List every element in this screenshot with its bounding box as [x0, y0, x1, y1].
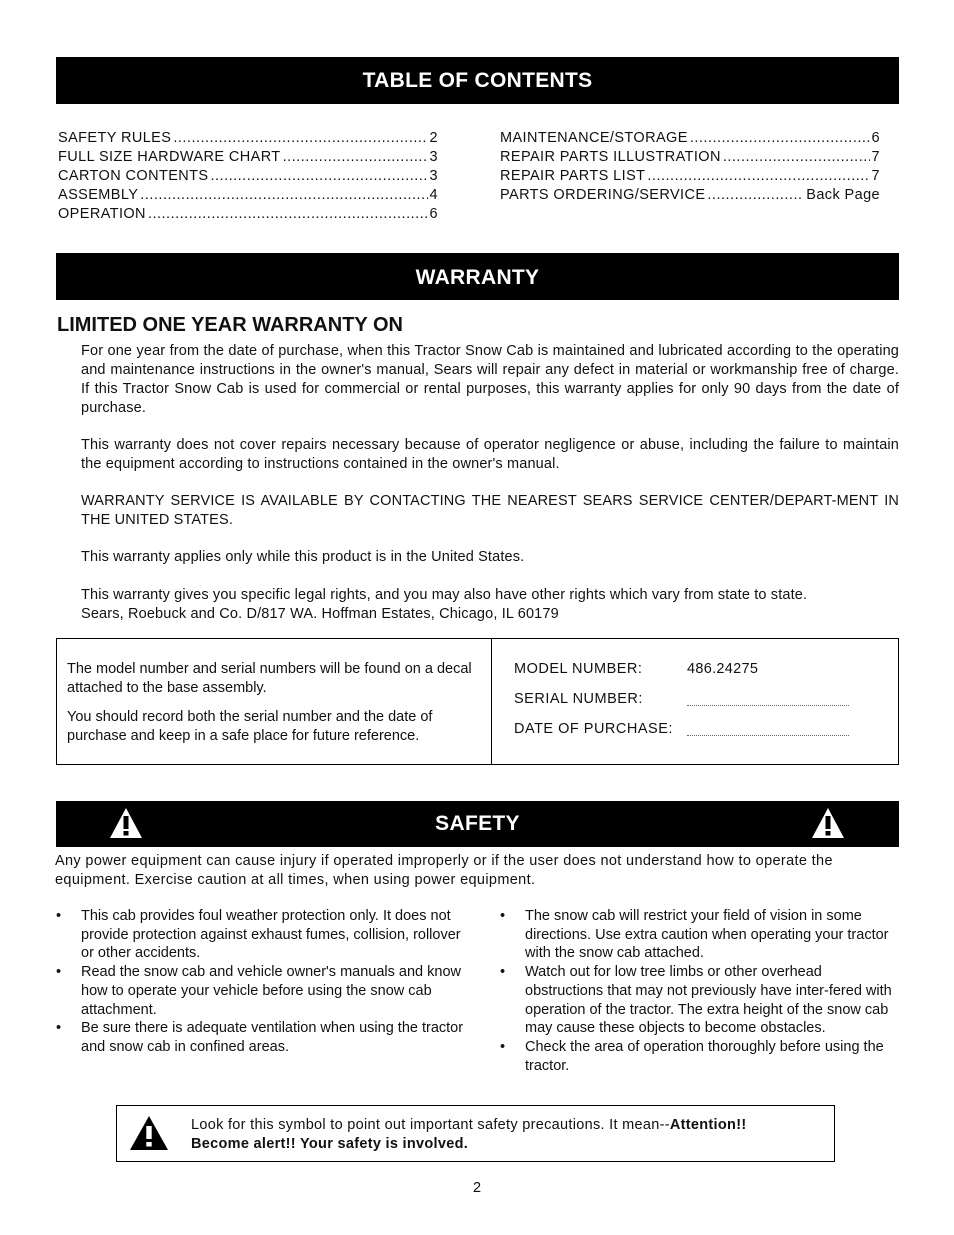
toc-entry-label: MAINTENANCE/STORAGE	[500, 130, 688, 146]
toc-entry-label: FULL SIZE HARDWARE CHART	[58, 149, 281, 165]
toc-leader-dots	[210, 167, 427, 186]
date-of-purchase-blank[interactable]	[687, 735, 849, 736]
model-number-value: 486.24275	[687, 661, 759, 677]
model-number-field	[514, 661, 759, 677]
warranty-paragraph-3: WARRANTY SERVICE IS AVAILABLE BY CONTACTING THE NEAREST SEARS SERVICE CENTER/DEPART-MENT IN THE UNITED STATES.	[81, 493, 899, 528]
toc-entry-page: 7	[871, 168, 880, 184]
list-item: • Be sure there is adequate ventilation when using the tractor and snow cab in confined areas.	[56, 1019, 466, 1056]
toc-entry-page: 6	[871, 130, 880, 146]
safety-header-bar	[56, 801, 899, 847]
toc-entry-page: 3	[429, 168, 438, 184]
toc-entry-label: PARTS ORDERING/SERVICE	[500, 187, 706, 203]
toc-entry-label: SAFETY RULES	[58, 130, 172, 146]
record-note-location: The model number and serial numbers will be found on a decal attached to the base assembly.	[67, 661, 472, 696]
warranty-legal-rights: This warranty gives you specific legal rights, and you may also have other rights which vary from state to state.	[81, 587, 808, 603]
toc-header-bar	[56, 57, 899, 104]
toc-entry[interactable]	[58, 167, 438, 186]
warranty-heading: LIMITED ONE YEAR WARRANTY ON	[57, 314, 403, 336]
serial-number-field[interactable]	[514, 691, 643, 707]
toc-entry[interactable]	[500, 148, 880, 167]
toc-entry[interactable]	[500, 167, 880, 186]
toc-left-column	[58, 129, 438, 224]
toc-entry[interactable]	[500, 186, 880, 205]
record-note-keep: You should record both the serial number and the date of purchase and keep in a safe place for future reference.	[67, 709, 433, 744]
toc-right-column	[500, 129, 880, 205]
toc-leader-dots	[173, 129, 427, 148]
toc-leader-dots	[690, 129, 870, 148]
toc-entry-label: REPAIR PARTS LIST	[500, 168, 646, 184]
toc-entry-label: ASSEMBLY	[58, 187, 139, 203]
toc-entry-page: 7	[871, 149, 880, 165]
safety-note-lead: Look for this symbol to point out important safety precautions. It mean--	[191, 1117, 670, 1133]
toc-leader-dots	[148, 205, 428, 224]
toc-entry-label: CARTON CONTENTS	[58, 168, 209, 184]
toc-entry-page: 3	[429, 149, 438, 165]
toc-leader-dots	[723, 148, 870, 167]
record-box-divider	[491, 639, 492, 764]
safety-note-text	[191, 1116, 746, 1154]
warranty-paragraph-2: This warranty does not cover repairs necessary because of operator negligence or abuse, including the failure to maintain the equipment according to instructions contained in the owner's manual.	[81, 437, 899, 472]
safety-note-alert: Become alert!! Your safety is involved.	[191, 1136, 469, 1152]
toc-entry-label: REPAIR PARTS ILLUSTRATION	[500, 149, 721, 165]
toc-entry-page: 2	[429, 130, 438, 146]
warranty-paragraph-4: This warranty applies only while this product is in the United States.	[81, 549, 525, 565]
toc-leader-dots	[647, 167, 869, 186]
warranty-paragraph-5	[81, 586, 899, 624]
serial-number-label: SERIAL NUMBER:	[514, 691, 643, 707]
toc-entry[interactable]	[58, 148, 438, 167]
date-of-purchase-label: DATE OF PURCHASE:	[514, 721, 673, 737]
toc-title: TABLE OF CONTENTS	[362, 69, 593, 92]
safety-note-attention: Attention!!	[669, 1117, 747, 1133]
safety-bullets-right	[500, 907, 900, 1075]
list-item: • Check the area of operation thoroughly before using the tractor.	[500, 1038, 900, 1075]
warranty-paragraph-1: For one year from the date of purchase, when this Tractor Snow Cab is maintained and lubricated according to the operating and maintenance instructions in the owner's manual, Sears will repair any defect in material or workmanship free of charge. If this Tractor Snow Cab is used for commercial or rental purposes, this warranty applies for only 90 days from the date of purchase.	[81, 343, 899, 416]
page-number: 2	[472, 1180, 482, 1196]
model-number-label: MODEL NUMBER:	[514, 661, 643, 677]
toc-entry[interactable]	[500, 129, 880, 148]
toc-entry-label: OPERATION	[58, 206, 146, 222]
toc-entry-page: 4	[429, 187, 438, 203]
warning-triangle-icon	[129, 1115, 169, 1151]
toc-entry-page: Back Page	[806, 187, 880, 203]
safety-symbol-note	[116, 1105, 835, 1162]
toc-entry[interactable]	[58, 129, 438, 148]
warning-triangle-icon	[810, 806, 846, 840]
toc-entry-page: 6	[429, 206, 438, 222]
warranty-title: WARRANTY	[415, 266, 540, 289]
toc-leader-dots	[283, 148, 428, 167]
list-item: • Watch out for low tree limbs or other overhead obstructions that may not previously have inter-fered with operation of the tractor. The extra height of the snow cab may cause these objects to become obstacles.	[500, 963, 900, 1038]
list-item: • Read the snow cab and vehicle owner's manuals and know how to operate your vehicle before using the snow cab attachment.	[56, 963, 466, 1019]
warning-triangle-icon	[108, 806, 144, 840]
toc-entry[interactable]	[58, 186, 438, 205]
warranty-header-bar	[56, 253, 899, 300]
toc-leader-dots	[707, 186, 801, 205]
safety-title: SAFETY	[435, 812, 520, 835]
record-info-box	[56, 638, 899, 765]
list-item: • The snow cab will restrict your field of vision in some directions. Use extra caution when operating your tractor with the snow cab attached.	[500, 907, 900, 963]
safety-intro: Any power equipment can cause injury if operated improperly or if the user does not understand how to operate the equipment. Exercise caution at all times, when using power equipment.	[55, 853, 833, 888]
toc-leader-dots	[140, 186, 427, 205]
toc-entry[interactable]	[58, 205, 438, 224]
record-instructions	[67, 660, 477, 756]
sears-address: Sears, Roebuck and Co. D/817 WA. Hoffman Estates, Chicago, IL 60179	[81, 606, 559, 622]
date-of-purchase-field[interactable]	[514, 721, 673, 737]
list-item: • This cab provides foul weather protection only. It does not provide protection against exhaust fumes, collision, rollover or other accidents.	[56, 907, 466, 963]
safety-bullets-left	[56, 907, 466, 1057]
serial-number-blank[interactable]	[687, 705, 849, 706]
